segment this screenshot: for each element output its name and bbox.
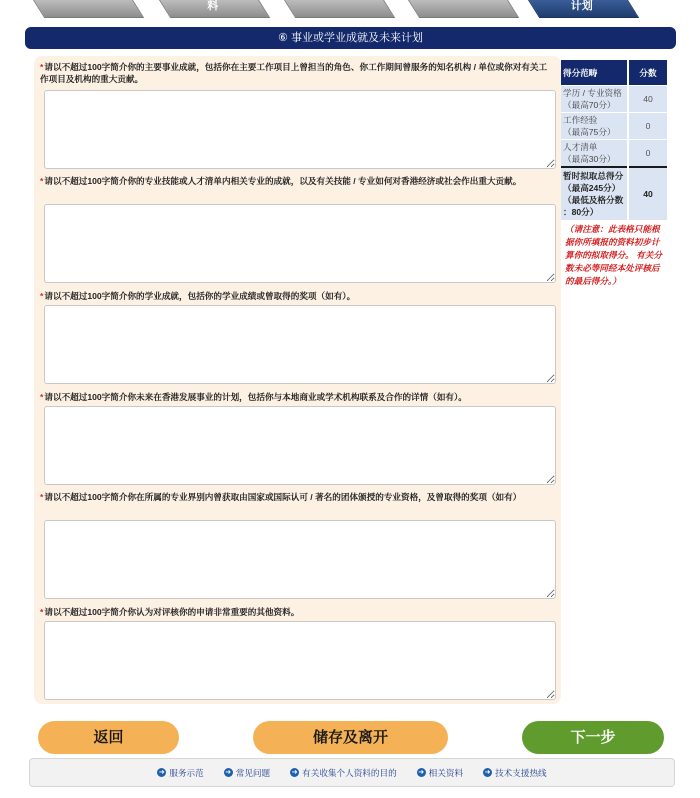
arrow-right-icon: ➜ bbox=[291, 769, 298, 776]
question-6-textarea[interactable] bbox=[44, 621, 556, 700]
arrow-right-icon: ➜ bbox=[225, 769, 232, 776]
score-row-total: 暂时拟取总得分 （最高245分） （最低及格分数 ：80分） 40 bbox=[561, 167, 667, 220]
required-mark: * bbox=[40, 62, 44, 72]
score-value: 0 bbox=[628, 113, 667, 140]
question-4-textarea[interactable] bbox=[44, 406, 556, 485]
question-5-textarea[interactable] bbox=[44, 520, 556, 599]
footer-link-faq[interactable]: ➜ 常见问题 bbox=[225, 767, 271, 778]
arrow-right-icon: ➜ bbox=[418, 769, 425, 776]
score-table-header bbox=[561, 60, 667, 86]
step-tab-5-current[interactable]: 计划 bbox=[527, 0, 639, 18]
question-1-textarea[interactable] bbox=[44, 90, 556, 169]
step-tab-2[interactable]: 料 bbox=[158, 0, 270, 18]
question-3-textarea[interactable] bbox=[44, 305, 556, 384]
arrow-right-icon: ➜ bbox=[484, 769, 491, 776]
required-mark: * bbox=[40, 291, 44, 301]
score-row-education: 学历 / 专业资格 （最高70分） 40 bbox=[561, 86, 667, 113]
question-2-textarea[interactable] bbox=[44, 204, 556, 283]
score-row-talent-list: 人才清单 （最高30分） 0 bbox=[561, 140, 667, 168]
section-title: ⑥ 事业或学业成就及未来计划 bbox=[25, 27, 676, 49]
required-mark: * bbox=[40, 392, 44, 402]
score-value: 40 bbox=[628, 86, 667, 113]
step-tab-3[interactable] bbox=[283, 0, 395, 18]
arrow-right-icon: ➜ bbox=[158, 769, 165, 776]
question-5-label: *请以不超过100字简介你在所属的专业界别内曾获取由国家或国际认可 / 著名的团体颁授的专业资格，及曾取得的奖项（如有） bbox=[40, 492, 522, 502]
question-2-label: *请以不超过100字简介你的专业技能或人才清单内相关专业的成就，以及有关技能 / 专业如何对香港经济或社会作出重大贡献。 bbox=[40, 176, 522, 186]
score-value: 0 bbox=[628, 140, 667, 168]
score-disclaimer-note: （请注意：此表格只能根据你所填报的资料初步计算你的拟取得分。 有关分数未必等同经本处评核后的最后得分。） bbox=[561, 220, 667, 288]
step-tab-1[interactable] bbox=[32, 0, 144, 18]
footer-link-tech-support[interactable]: ➜ 技术支援热线 bbox=[484, 767, 547, 778]
required-mark: * bbox=[40, 492, 44, 502]
question-1-label: *请以不超过100字简介你的主要事业成就，包括你在主要工作项目上曾担当的角色、你工作期间曾服务的知名机构 / 单位或你对有关工作项目及机构的重大贡献。 bbox=[40, 62, 548, 84]
required-mark: * bbox=[40, 176, 44, 186]
question-3-label: *请以不超过100字简介你的学业成就，包括你的学业成绩或曾取得的奖项（如有）。 bbox=[40, 291, 356, 301]
save-and-exit-button[interactable]: 储存及离开 bbox=[253, 721, 448, 754]
footer-link-service-demo[interactable]: ➜ 服务示范 bbox=[158, 767, 204, 778]
footer-bar bbox=[29, 758, 675, 787]
step-tab-4[interactable] bbox=[407, 0, 519, 18]
next-step-button[interactable]: 下一步 bbox=[522, 721, 664, 754]
score-header-score: 分数 bbox=[628, 60, 667, 86]
footer-link-personal-data-purpose[interactable]: ➜ 有关收集个人资料的目的 bbox=[291, 767, 397, 778]
score-header-range: 得分范畴 bbox=[561, 60, 628, 86]
total-score-value: 40 bbox=[628, 167, 667, 220]
score-row-work-experience: 工作经验 （最高75分） 0 bbox=[561, 113, 667, 140]
score-table bbox=[561, 60, 667, 288]
footer-link-related-info[interactable]: ➜ 相关资料 bbox=[418, 767, 464, 778]
step-tabs bbox=[0, 0, 700, 18]
required-mark: * bbox=[40, 607, 44, 617]
question-4-label: *请以不超过100字简介你未来在香港发展事业的计划，包括你与本地商业或学术机构联系及合作的详情（如有）。 bbox=[40, 392, 467, 402]
question-6-label: *请以不超过100字简介你认为对评核你的申请非常重要的其他资料。 bbox=[40, 607, 300, 617]
back-button[interactable]: 返回 bbox=[38, 721, 179, 754]
